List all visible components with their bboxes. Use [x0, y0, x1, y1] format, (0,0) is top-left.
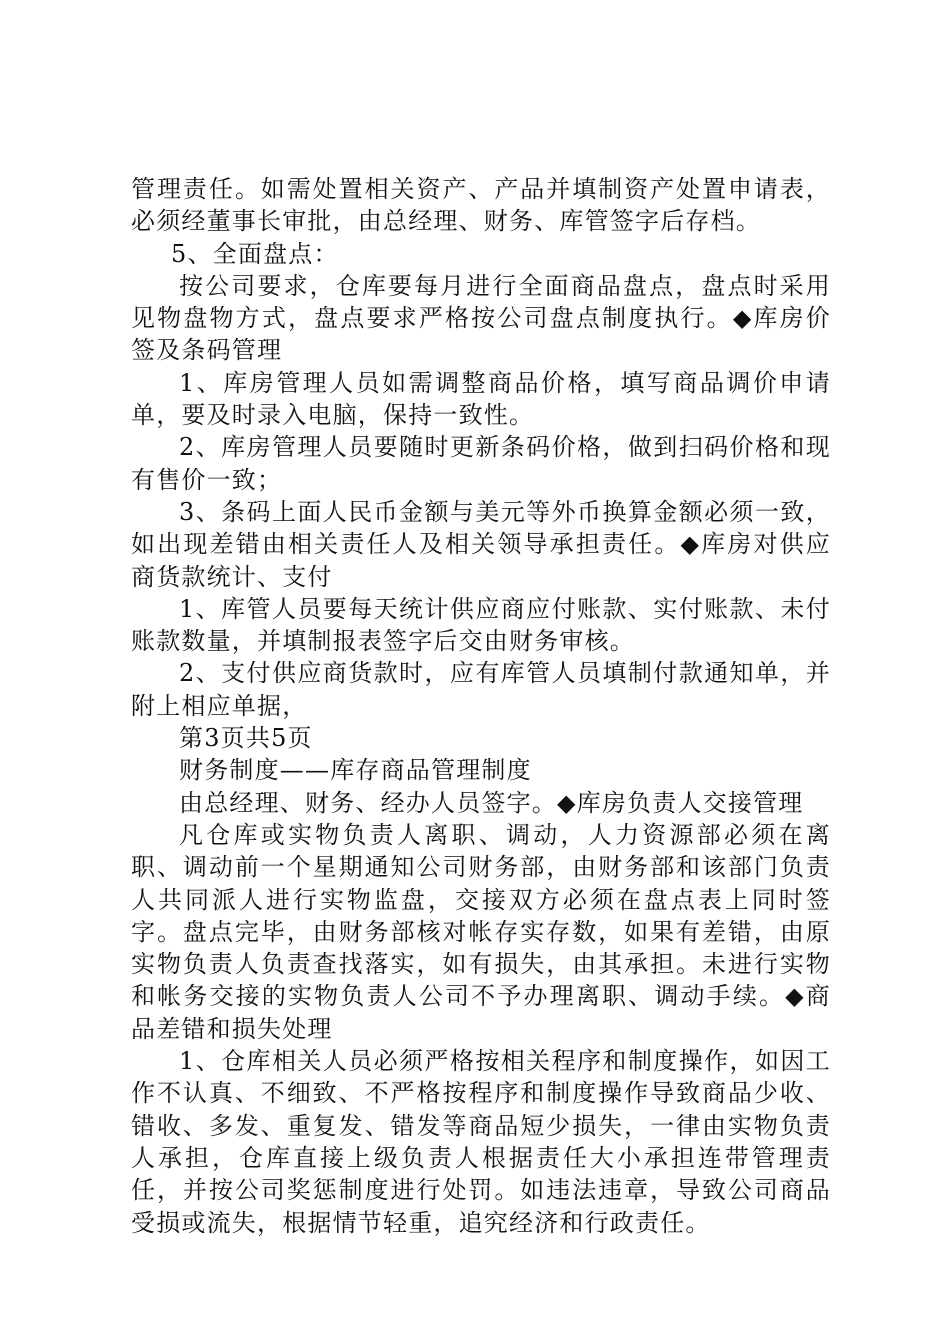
paragraph-loss-handling: 1、仓库相关人员必须严格按相关程序和制度操作，如因工作不认真、不细致、不严格按程序和制度操作导致商品少收、错收、多发、重复发、错发等商品短少损失，一律由实物负责人承担，仓库直接上级负责人根据责任大小承担连带管理责任，并按公司奖惩制度进行处罚。如违法违章，导致公司商品受损或流失，根据情节轻重，追究经济和行政责任。: [131, 1047, 831, 1237]
paragraph-barcode-update: 2、库房管理人员要随时更新条码价格，做到扫码价格和现有售价一致；: [131, 433, 831, 494]
paragraph-inventory-method: 按公司要求，仓库要每月进行全面商品盘点，盘点时采用见物盘物方式，盘点要求严格按公司盘点制度执行。◆库房价签及条码管理: [131, 271, 831, 365]
paragraph-price-adjustment: 1、库房管理人员如需调整商品价格，填写商品调价申请单，要及时录入电脑，保持一致性。: [131, 368, 831, 430]
paragraph-supplier-accounts: 1、库管人员要每天统计供应商应付账款、实付账款、未付账款数量，并填制报表签字后交由财务审核。: [131, 594, 831, 656]
paragraph-supplier-payment: 2、支付供应商货款时，应有库管人员填制付款通知单，并附上相应单据，: [131, 659, 831, 720]
paragraph-handover-management: 凡仓库或实物负责人离职、调动，人力资源部必须在离职、调动前一个星期通知公司财务部，由财务部和该部门负责人共同派人进行实物监盘，交接双方必须在盘点表上同时签字。盘点完毕，由财务部核对帐存实存数，如果有差错，由原实物负责人负责查找落实，如有损失，由其承担。未进行实物和帐务交接的实物负责人公司不予办理离职、调动手续。◆商品差错和损失处理: [131, 820, 831, 1043]
heading-full-inventory: 5、全面盘点：: [171, 239, 339, 268]
paragraph-handover-heading: 由总经理、财务、经办人员签字。◆库房负责人交接管理: [179, 788, 804, 817]
paragraph-disposal-responsibility: 管理责任。如需处置相关资产、产品并填制资产处置申请表，必须经董事长审批，由总经理、财务、库管签字后存档。: [131, 175, 831, 236]
page-number-marker: 第3页共5页: [179, 724, 313, 753]
paragraph-currency-consistency: 3、条码上面人民币金额与美元等外币换算金额必须一致，如出现差错由相关责任人及相关领导承担责任。◆库房对供应商货款统计、支付: [131, 497, 831, 591]
document-section-title: 财务制度——库存商品管理制度: [179, 756, 532, 785]
document-body: [131, 173, 831, 1239]
